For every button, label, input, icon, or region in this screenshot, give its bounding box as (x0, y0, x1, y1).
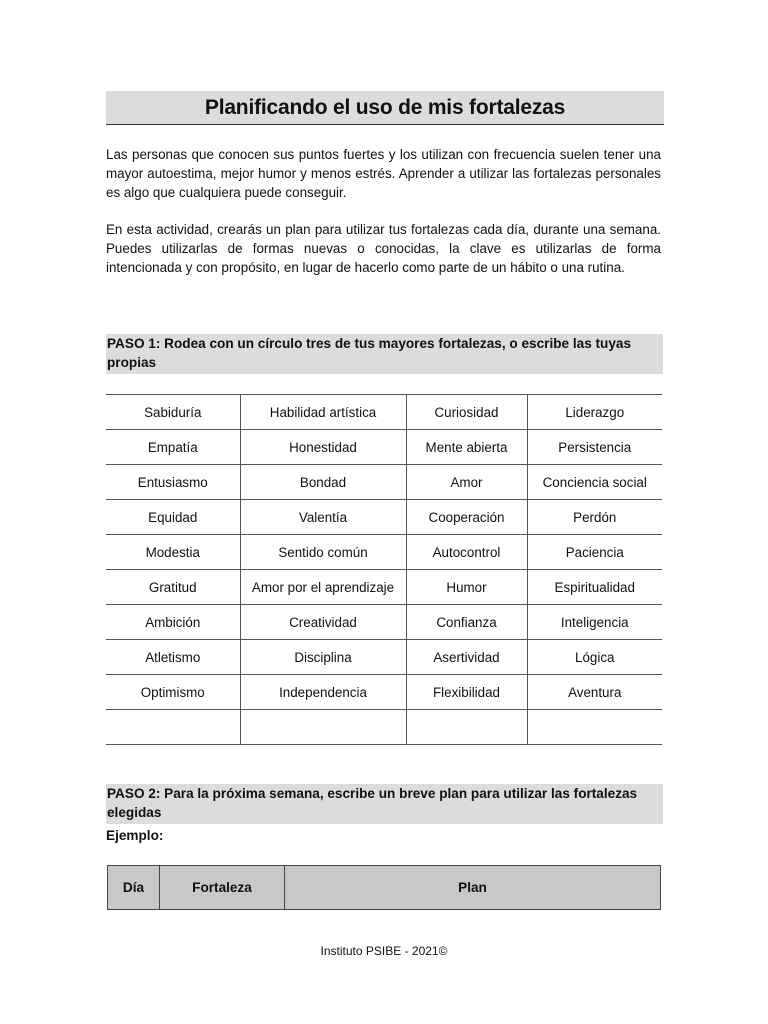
strength-cell[interactable]: Curiosidad (406, 395, 527, 430)
example-label: Ejemplo: (106, 828, 164, 843)
strength-cell[interactable]: Conciencia social (527, 465, 662, 500)
page-title: Planificando el uso de mis fortalezas (204, 95, 566, 119)
strength-cell[interactable]: Independencia (240, 675, 406, 710)
strength-cell[interactable]: Espiritualidad (527, 570, 662, 605)
activity-paragraph: En esta actividad, crearás un plan para utilizar tus fortalezas cada día, durante una semana. Puedes utilizarlas de formas nuevas o conocidas, la clave es utilizarlas de forma intencionada y con propósito, en lugar de hacerlo como parte de un hábito o una rutina. (106, 222, 661, 275)
strength-cell[interactable]: Empatía (106, 430, 240, 465)
strengths-table (106, 394, 662, 745)
strength-cell[interactable]: Honestidad (240, 430, 406, 465)
strength-cell[interactable]: Optimismo (106, 675, 240, 710)
strength-cell[interactable]: Creatividad (240, 605, 406, 640)
table-row (106, 605, 662, 640)
strength-cell[interactable]: Confianza (406, 605, 527, 640)
strength-cell[interactable]: Aventura (527, 675, 662, 710)
strength-cell[interactable]: Modestia (106, 535, 240, 570)
table-row (106, 675, 662, 710)
table-row (106, 430, 662, 465)
title-bar (106, 91, 664, 125)
strength-cell[interactable]: Amor por el aprendizaje (240, 570, 406, 605)
strength-cell[interactable]: Amor (406, 465, 527, 500)
strength-cell[interactable]: Paciencia (527, 535, 662, 570)
step2-heading: PASO 2: Para la próxima semana, escribe un breve plan para utilizar las fortalezas elegidas (106, 784, 663, 824)
strength-cell[interactable]: Autocontrol (406, 535, 527, 570)
strength-cell[interactable]: Sabiduría (106, 395, 240, 430)
plan-header-day: Día (108, 866, 160, 910)
strength-cell[interactable]: Habilidad artística (240, 395, 406, 430)
table-row (106, 500, 662, 535)
table-row (106, 640, 662, 675)
strength-cell[interactable]: Mente abierta (406, 430, 527, 465)
strength-cell[interactable]: Flexibilidad (406, 675, 527, 710)
table-row (106, 465, 662, 500)
plan-header-strength: Fortaleza (160, 866, 285, 910)
table-row (106, 395, 662, 430)
intro-paragraph: Las personas que conocen sus puntos fuertes y los utilizan con frecuencia suelen tener una mayor autoestima, mejor humor y menos estrés. Aprender a utilizar las fortalezas personales es algo que cualquiera puede conseguir. (106, 147, 661, 200)
strength-cell[interactable]: Asertividad (406, 640, 527, 675)
strength-cell[interactable]: Valentía (240, 500, 406, 535)
table-row (106, 535, 662, 570)
strength-cell[interactable]: Ambición (106, 605, 240, 640)
table-row (106, 710, 662, 745)
strength-cell[interactable]: Sentido común (240, 535, 406, 570)
strength-cell[interactable]: Liderazgo (527, 395, 662, 430)
strength-cell[interactable]: Entusiasmo (106, 465, 240, 500)
strength-cell[interactable]: Cooperación (406, 500, 527, 535)
strength-cell[interactable]: Persistencia (527, 430, 662, 465)
strength-cell[interactable] (406, 710, 527, 745)
strength-cell[interactable]: Gratitud (106, 570, 240, 605)
strength-cell[interactable] (106, 710, 240, 745)
strength-cell[interactable] (240, 710, 406, 745)
strength-cell[interactable]: Lógica (527, 640, 662, 675)
strength-cell[interactable]: Equidad (106, 500, 240, 535)
strength-cell[interactable]: Bondad (240, 465, 406, 500)
strength-cell[interactable]: Inteligencia (527, 605, 662, 640)
strength-cell[interactable] (527, 710, 662, 745)
plan-header-plan: Plan (285, 866, 661, 910)
footer: Instituto PSIBE - 2021© (320, 944, 448, 958)
plan-table (107, 865, 661, 910)
step1-heading: PASO 1: Rodea con un círculo tres de tus mayores fortalezas, o escribe las tuyas propias (106, 334, 663, 374)
strength-cell[interactable]: Disciplina (240, 640, 406, 675)
strength-cell[interactable]: Humor (406, 570, 527, 605)
table-row (106, 570, 662, 605)
strength-cell[interactable]: Perdón (527, 500, 662, 535)
strength-cell[interactable]: Atletismo (106, 640, 240, 675)
